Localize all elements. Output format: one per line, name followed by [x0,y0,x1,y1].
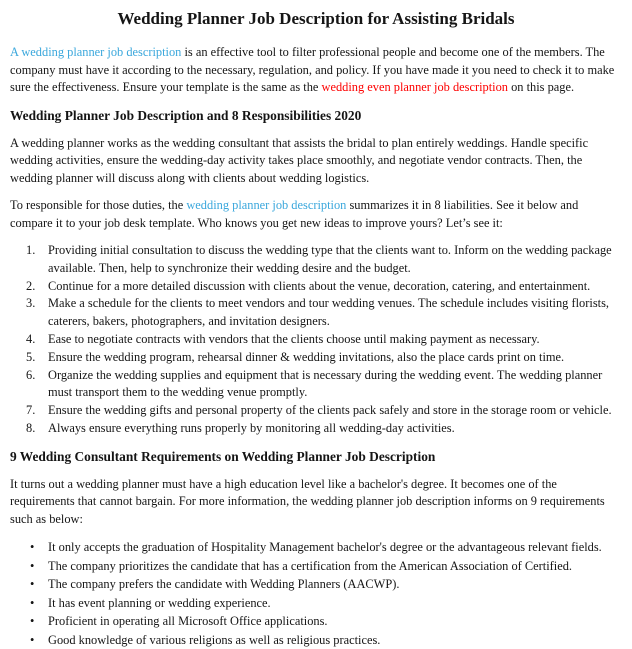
requirement-item-1: • It only accepts the graduation of Hospitality Management bachelor's degree or the advantageous relevant fields. [30,538,622,557]
requirements-paragraph: It turns out a wedding planner must have a high education level like a bachelor's degree. It becomes one of the requirements that cannot bargain. For more information, the wedding planner job description informs on 9 requirements such as below: [10,476,605,526]
intro-paragraph [10,44,622,97]
requirement-item-2: • The company prioritizes the candidate that has a certification from the American Association of Certified. [30,557,622,576]
responsibility-item-2: Continue for a more detailed discussion with clients about the venue, decoration, catering, and entertainment. [48,278,591,293]
intro-link-wedding-planner-job-description[interactable]: A wedding planner job description [10,45,182,59]
responsibilities-link-wedding-planner-job-description[interactable]: wedding planner job description [186,198,347,212]
requirement-item-5: • Proficient in operating all Microsoft Office applications. [30,612,622,631]
requirements-heading: 9 Wedding Consultant Requirements on Wedding Planner Job Description [10,448,436,464]
responsibility-item-6: Organize the wedding supplies and equipment that is necessary during the wedding event. The wedding planner must transport them to the wedding venue promptly. [48,367,603,400]
requirement-item-4: • It has event planning or wedding experience. [30,594,622,613]
intro-link-wedding-even-planner-job-description[interactable]: wedding even planner job description [321,80,508,94]
requirement-item-6: • Good knowledge of various religions as well as religious practices. [30,631,622,649]
responsibilities-text: To responsible for those duties, the [10,198,187,212]
intro-text-end: on this page. [508,80,575,94]
page-title: Wedding Planner Job Description for Assisting Bridals [117,9,515,28]
requirements-list [10,538,622,649]
responsibility-item-4: Ease to negotiate contracts with vendors that the clients choose until making payment as necessary. [48,331,540,346]
responsibility-item-3: Make a schedule for the clients to meet vendors and tour wedding venues. The schedule includes visiting florists, caterers, bakers, photographers, and invitation designers. [48,296,609,329]
responsibilities-paragraph-2 [10,197,622,232]
responsibility-item-1: Providing initial consultation to discuss the wedding type that the clients want to. Inform on the wedding package available. Then, help to synchronize their wedding desire and the budget. [48,243,612,275]
responsibilities-text-end: summarizes it in 8 liabilities. See it below and compare it to your job desk template. Who knows you get new ideas to improve yours? Let’s see it: [10,198,579,230]
responsibility-item-7: Ensure the wedding gifts and personal property of the clients pack safely and store in the storage room or vehicle. [48,403,612,418]
responsibilities-paragraph-1: A wedding planner works as the wedding consultant that assists the bridal to plan entirely weddings. Handle specific wedding activities, ensure the wedding-day activity takes place smoothly, and negotiate vendor contracts. Then, the wedding planner will discuss along with clients about wedding logistics. [10,135,589,185]
intro-text: is an effective tool to filter professional people and become one of the members. The company must have it according to the necessary, regulation, and policy. If you have made it you need to check it to make sure the effectiveness. Ensure your template is the same as the [10,45,615,94]
responsibilities-list [10,242,622,438]
responsibility-item-8: Always ensure everything runs properly by monitoring all wedding-day activities. [48,420,455,435]
responsibilities-heading: Wedding Planner Job Description and 8 Responsibilities 2020 [10,107,362,123]
responsibility-item-5: Ensure the wedding program, rehearsal dinner & wedding invitations, also the place cards print on time. [48,349,565,364]
requirement-item-3: • The company prefers the candidate with Wedding Planners (AACWP). [30,575,622,594]
